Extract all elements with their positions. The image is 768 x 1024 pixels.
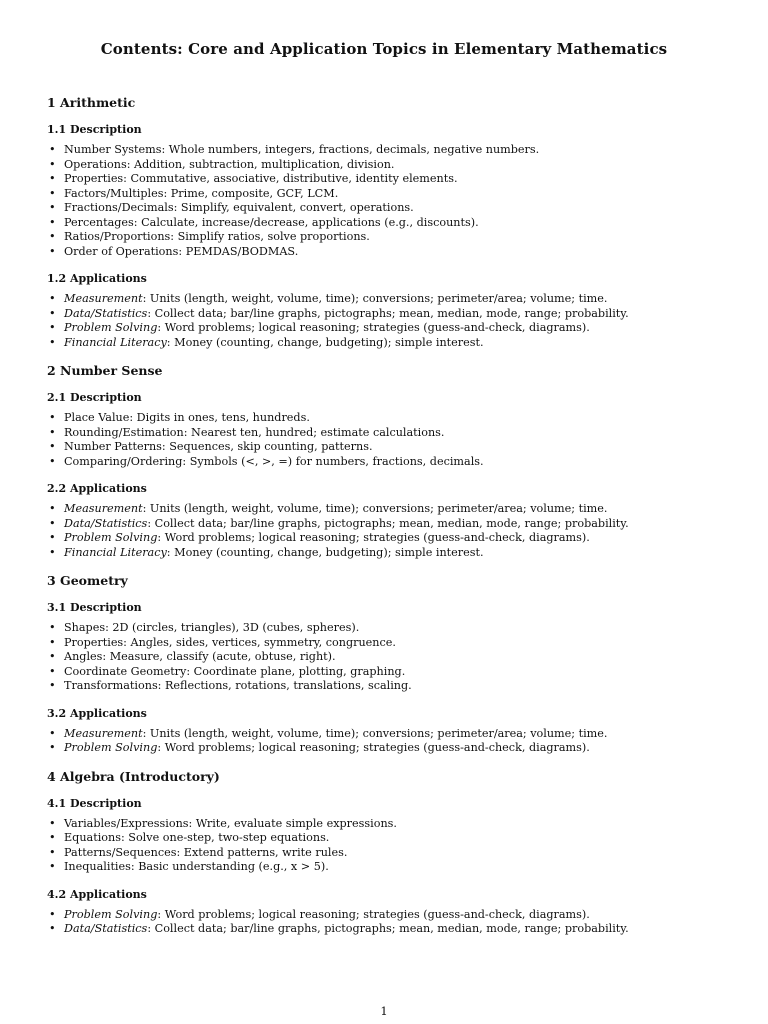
bullet-icon: • bbox=[49, 922, 56, 935]
list-item bbox=[47, 621, 727, 636]
list-item bbox=[47, 201, 727, 216]
item-text: : Money (counting, change, budgeting); simple interest. bbox=[166, 335, 484, 349]
list-item bbox=[47, 817, 727, 832]
section bbox=[47, 95, 727, 350]
item-label: Data/Statistics bbox=[64, 306, 148, 320]
bullet-icon: • bbox=[49, 635, 56, 649]
list-item bbox=[47, 245, 727, 260]
item-label: Data/Statistics bbox=[64, 516, 148, 530]
bullet-icon: • bbox=[49, 306, 56, 320]
item-text: Fractions/Decimals: Simplify, equivalent, convert, operations. bbox=[64, 201, 414, 214]
item-text: : Units (length, weight, volume, time); conversions; perimeter/area; volume; time. bbox=[142, 502, 608, 515]
list-item bbox=[47, 546, 727, 561]
item-text: Number Patterns: Sequences, skip counting, patterns. bbox=[64, 440, 373, 453]
list-item bbox=[47, 440, 727, 455]
bullet-icon: • bbox=[49, 201, 56, 214]
item-text: Inequalities: Basic understanding (e.g., x > 5). bbox=[64, 860, 329, 873]
list-item bbox=[47, 216, 727, 231]
item-text: Order of Operations: PEMDAS/BODMAS. bbox=[64, 244, 299, 258]
bullet-icon: • bbox=[49, 440, 56, 453]
item-text: Place Value: Digits in ones, tens, hundreds. bbox=[64, 411, 310, 424]
item-text: Properties: Angles, sides, vertices, symmetry, congruence. bbox=[64, 635, 396, 649]
item-text: : Word problems; logical reasoning; strategies (guess-and-check, diagrams). bbox=[157, 741, 590, 754]
item-text: Variables/Expressions: Write, evaluate simple expressions. bbox=[64, 816, 397, 830]
subsection-heading: 3.2 Applications bbox=[47, 706, 147, 720]
bullet-icon: • bbox=[49, 502, 56, 515]
subsection-heading: 2.2 Applications bbox=[47, 482, 147, 495]
list-item bbox=[47, 502, 727, 517]
bullet-icon: • bbox=[49, 143, 56, 156]
list-item bbox=[47, 455, 727, 470]
item-text: Angles: Measure, classify (acute, obtuse, right). bbox=[64, 650, 336, 663]
list-item bbox=[47, 517, 727, 532]
bullet-icon: • bbox=[49, 860, 56, 873]
item-text: : Word problems; logical reasoning; strategies (guess-and-check, diagrams). bbox=[157, 907, 590, 921]
list-item bbox=[47, 650, 727, 665]
item-text: : Units (length, weight, volume, time); conversions; perimeter/area; volume; time. bbox=[142, 292, 608, 305]
item-text: Percentages: Calculate, increase/decrease, applications (e.g., discounts). bbox=[64, 215, 479, 229]
item-text: : Word problems; logical reasoning; strategies (guess-and-check, diagrams). bbox=[157, 321, 590, 334]
bullet-icon: • bbox=[49, 292, 56, 305]
item-text: Transformations: Reflections, rotations, translations, scaling. bbox=[64, 679, 412, 692]
bullet-icon: • bbox=[49, 531, 56, 544]
list-item bbox=[47, 187, 727, 202]
item-label: Problem Solving bbox=[64, 741, 158, 754]
bullet-list bbox=[47, 411, 727, 469]
item-label: Financial Literacy bbox=[64, 545, 167, 559]
bullet-icon: • bbox=[49, 741, 56, 754]
bullet-list bbox=[47, 621, 727, 694]
bullet-list bbox=[47, 502, 727, 560]
item-label: Problem Solving bbox=[64, 321, 158, 334]
bullet-icon: • bbox=[49, 172, 56, 185]
bullet-icon: • bbox=[49, 335, 56, 349]
list-item bbox=[47, 411, 727, 426]
item-text: Ratios/Proportions: Simplify ratios, solve proportions. bbox=[64, 230, 370, 243]
subsection-heading: 4.1 Description bbox=[47, 796, 142, 810]
list-item bbox=[47, 741, 727, 756]
item-label: Financial Literacy bbox=[64, 335, 167, 349]
section-heading: 2 Number Sense bbox=[47, 363, 163, 378]
list-item bbox=[47, 158, 727, 173]
bullet-icon: • bbox=[49, 516, 56, 530]
section bbox=[47, 363, 727, 560]
bullet-icon: • bbox=[49, 726, 56, 740]
list-item bbox=[47, 292, 727, 307]
bullet-icon: • bbox=[49, 244, 56, 258]
bullet-icon: • bbox=[49, 215, 56, 229]
subsection-heading: 2.1 Description bbox=[47, 391, 142, 404]
list-item bbox=[47, 908, 727, 923]
item-text: Equations: Solve one-step, two-step equations. bbox=[64, 831, 330, 844]
subsection-heading: 1.1 Description bbox=[47, 123, 142, 136]
list-item bbox=[47, 336, 727, 351]
bullet-icon: • bbox=[49, 454, 56, 468]
item-text: : Money (counting, change, budgeting); simple interest. bbox=[166, 545, 484, 559]
document-title: Contents: Core and Application Topics in Elementary Mathematics bbox=[100, 40, 668, 58]
item-label: Measurement bbox=[64, 726, 143, 740]
list-item bbox=[47, 307, 727, 322]
bullet-icon: • bbox=[49, 321, 56, 334]
section-heading: 1 Arithmetic bbox=[47, 95, 136, 110]
item-text: : Units (length, weight, volume, time); conversions; perimeter/area; volume; time. bbox=[142, 726, 608, 740]
item-label: Problem Solving bbox=[64, 907, 158, 921]
item-text: Coordinate Geometry: Coordinate plane, plotting, graphing. bbox=[64, 664, 406, 678]
bullet-icon: • bbox=[49, 230, 56, 243]
list-item bbox=[47, 636, 727, 651]
list-item bbox=[47, 230, 727, 245]
bullet-list bbox=[47, 292, 727, 350]
item-text: Comparing/Ordering: Symbols (<, >, =) for numbers, fractions, decimals. bbox=[64, 454, 484, 468]
subsection-heading: 3.1 Description bbox=[47, 601, 142, 614]
list-item bbox=[47, 846, 727, 861]
bullet-icon: • bbox=[49, 907, 56, 921]
item-text: Shapes: 2D (circles, triangles), 3D (cubes, spheres). bbox=[64, 621, 360, 634]
item-label: Problem Solving bbox=[64, 531, 158, 544]
item-text: Patterns/Sequences: Extend patterns, write rules. bbox=[64, 845, 348, 859]
item-text: Operations: Addition, subtraction, multiplication, division. bbox=[64, 157, 395, 171]
item-text: Number Systems: Whole numbers, integers, fractions, decimals, negative numbers. bbox=[64, 143, 540, 156]
bullet-icon: • bbox=[49, 411, 56, 424]
section-heading: 3 Geometry bbox=[47, 573, 128, 588]
list-item bbox=[47, 831, 727, 846]
subsection-heading: 4.2 Applications bbox=[47, 887, 147, 901]
list-item bbox=[47, 426, 727, 441]
item-label: Measurement bbox=[64, 292, 143, 305]
bullet-list bbox=[47, 908, 727, 937]
bullet-list bbox=[47, 143, 727, 259]
bullet-list bbox=[47, 727, 727, 756]
bullet-icon: • bbox=[49, 425, 56, 439]
section bbox=[47, 573, 727, 756]
item-text: : Collect data; bar/line graphs, pictographs; mean, median, mode, range; probability. bbox=[147, 516, 629, 530]
item-text: : Collect data; bar/line graphs, pictographs; mean, median, mode, range; probability. bbox=[147, 306, 629, 320]
bullet-list bbox=[47, 817, 727, 875]
item-text: : Word problems; logical reasoning; strategies (guess-and-check, diagrams). bbox=[157, 531, 590, 544]
bullet-icon: • bbox=[49, 664, 56, 678]
sections-container bbox=[47, 95, 727, 950]
bullet-icon: • bbox=[49, 845, 56, 859]
bullet-icon: • bbox=[49, 157, 56, 171]
subsection-heading: 1.2 Applications bbox=[47, 272, 147, 285]
item-text: Rounding/Estimation: Nearest ten, hundred; estimate calculations. bbox=[64, 425, 445, 439]
item-label: Measurement bbox=[64, 502, 143, 515]
item-text: Properties: Commutative, associative, distributive, identity elements. bbox=[64, 172, 458, 185]
item-label: Data/Statistics bbox=[64, 922, 148, 935]
bullet-icon: • bbox=[49, 816, 56, 830]
list-item bbox=[47, 860, 727, 875]
list-item bbox=[47, 727, 727, 742]
list-item bbox=[47, 531, 727, 546]
page-number: 1 bbox=[380, 1004, 388, 1018]
item-text: : Collect data; bar/line graphs, pictographs; mean, median, mode, range; probability. bbox=[147, 922, 629, 935]
list-item bbox=[47, 143, 727, 158]
list-item bbox=[47, 922, 727, 937]
bullet-icon: • bbox=[49, 545, 56, 559]
bullet-icon: • bbox=[49, 679, 56, 692]
list-item bbox=[47, 321, 727, 336]
bullet-icon: • bbox=[49, 650, 56, 663]
section bbox=[47, 769, 727, 937]
list-item bbox=[47, 665, 727, 680]
bullet-icon: • bbox=[49, 621, 56, 634]
bullet-icon: • bbox=[49, 186, 56, 200]
list-item bbox=[47, 679, 727, 694]
bullet-icon: • bbox=[49, 831, 56, 844]
section-heading: 4 Algebra (Introductory) bbox=[47, 768, 220, 784]
list-item bbox=[47, 172, 727, 187]
item-text: Factors/Multiples: Prime, composite, GCF, LCM. bbox=[64, 186, 339, 200]
